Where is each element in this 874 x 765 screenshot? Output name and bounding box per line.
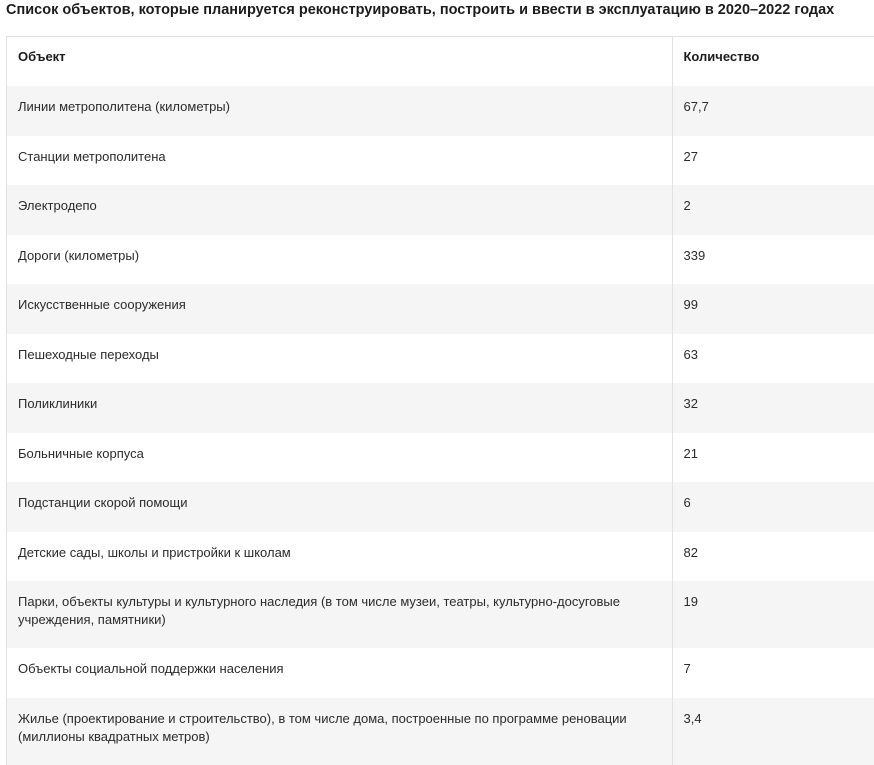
cell-object: Жилье (проектирование и строительство), в том числе дома, построенные по программе реновации (миллионы квадратных метров): [18, 710, 627, 744]
cell-object: Больничные корпуса: [18, 445, 144, 461]
table-row: [7, 235, 874, 285]
cell-quantity: 99: [672, 284, 874, 334]
cell-object: Станции метрополитена: [18, 148, 166, 164]
cell-object: Линии метрополитена (километры): [18, 99, 230, 114]
cell-object: Электродепо: [18, 198, 97, 213]
table-row: [7, 86, 874, 136]
table-row: [7, 698, 874, 765]
cell-quantity: 2: [672, 185, 874, 235]
cell-quantity: 19: [672, 581, 874, 648]
cell-object: Подстанции скорой помощи: [18, 495, 188, 510]
table-row: [7, 136, 874, 186]
cell-object: Искусственные сооружения: [18, 297, 186, 312]
cell-quantity: 63: [672, 334, 874, 384]
cell-object: Объекты социальной поддержки населения: [18, 661, 284, 676]
table-row: [7, 334, 874, 384]
cell-object: Детские сады, школы и пристройки к школам: [18, 544, 291, 560]
table-row: [7, 433, 874, 483]
column-header-quantity: Количество: [672, 37, 874, 86]
table-row: [7, 532, 874, 582]
table-row: [7, 482, 874, 532]
table-row: [7, 185, 874, 235]
cell-quantity: 67,7: [672, 86, 874, 136]
cell-quantity: 7: [672, 648, 874, 698]
table-row: [7, 648, 874, 698]
cell-quantity: 32: [672, 383, 874, 433]
cell-quantity: 3,4: [672, 698, 874, 765]
objects-table-container: [6, 36, 874, 765]
cell-quantity: 339: [672, 235, 874, 285]
cell-quantity: 82: [672, 532, 874, 582]
objects-table: [7, 37, 874, 765]
cell-object: Пешеходные переходы: [18, 346, 159, 362]
table-row: [7, 383, 874, 433]
table-row: [7, 581, 874, 648]
cell-object: Парки, объекты культуры и культурного наследия (в том числе музеи, театры, культурно-досуговые учреждения, памятники): [18, 594, 620, 627]
column-header-object: Объект: [18, 49, 66, 64]
cell-quantity: 6: [672, 482, 874, 532]
cell-quantity: 27: [672, 136, 874, 186]
cell-object: Поликлиники: [18, 396, 98, 411]
page-title: Список объектов, которые планируется реконструировать, построить и ввести в эксплуатацию в 2020–2022 годах: [6, 2, 835, 18]
cell-quantity: 21: [672, 433, 874, 483]
table-header-row: [7, 37, 874, 86]
cell-object: Дороги (километры): [18, 247, 140, 263]
table-row: [7, 284, 874, 334]
